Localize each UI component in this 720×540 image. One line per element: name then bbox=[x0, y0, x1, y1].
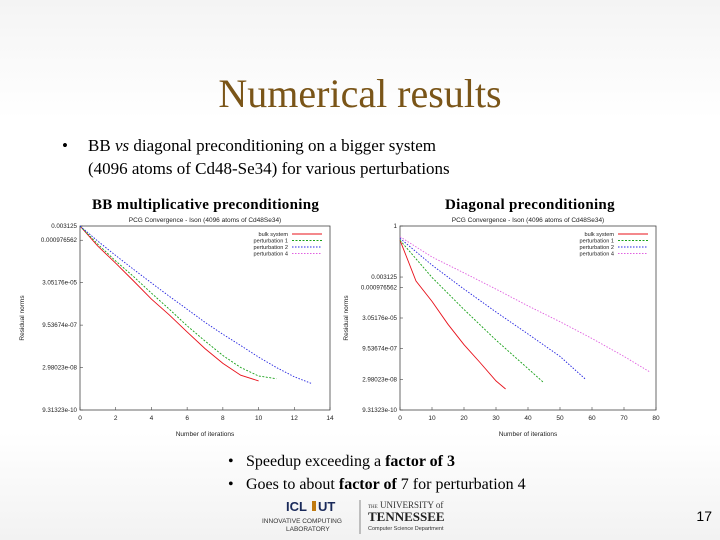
left-convergence-chart bbox=[18, 210, 340, 440]
y-axis-label: Residual norms bbox=[343, 295, 350, 341]
line1-em: vs bbox=[114, 136, 130, 155]
bullet-mark: • bbox=[228, 453, 234, 470]
y-tick-label: 0.003125 bbox=[51, 223, 77, 230]
ut-line1: UNIVERSITY of bbox=[380, 500, 444, 510]
chart-title: PCG Convergence - Ison (4096 atoms of Cd48Se34) bbox=[128, 217, 282, 224]
x-tick-label: 40 bbox=[524, 415, 532, 422]
legend-label: perturbation 2 bbox=[253, 245, 288, 251]
legend-label: perturbation 4 bbox=[579, 251, 614, 258]
series-line bbox=[400, 238, 586, 379]
speedup-bullet bbox=[228, 450, 526, 473]
legend-label: bulk system bbox=[584, 232, 614, 238]
x-tick-label: 20 bbox=[460, 415, 468, 422]
x-tick-label: 80 bbox=[652, 415, 660, 422]
main-bullet-line2: (4096 atoms of Cd48-Se34) for various perturbations bbox=[88, 159, 450, 178]
legend-label: perturbation 4 bbox=[253, 251, 288, 258]
footer-logos bbox=[256, 496, 476, 536]
series-line bbox=[80, 226, 259, 381]
main-bullet-text bbox=[88, 134, 648, 180]
x-tick-label: 10 bbox=[254, 415, 263, 422]
icl-sub1: INNOVATIVE COMPUTING bbox=[262, 518, 342, 525]
icl-logo bbox=[262, 499, 342, 533]
legend-label: bulk system bbox=[258, 232, 288, 238]
line1-post: diagonal preconditioning on a bigger system bbox=[129, 136, 436, 155]
y-tick-label: 0.000976562 bbox=[360, 284, 397, 292]
x-tick-label: 2 bbox=[113, 415, 118, 422]
ut-logo bbox=[368, 500, 445, 532]
bullet-mark: • bbox=[62, 136, 68, 155]
y-tick-label: 9.31323e-10 bbox=[362, 407, 397, 414]
plot-frame bbox=[400, 226, 656, 410]
y-tick-label: 2.98023e-08 bbox=[362, 376, 397, 384]
x-tick-label: 0 bbox=[398, 415, 402, 422]
series-line bbox=[400, 240, 544, 383]
legend-label: perturbation 2 bbox=[579, 245, 614, 251]
factor-pre: Goes to about bbox=[246, 476, 339, 493]
y-axis-label: Residual norms bbox=[19, 295, 26, 341]
line1-pre: BB bbox=[88, 136, 115, 155]
left-chart-heading: BB multiplicative preconditioning bbox=[92, 197, 320, 213]
y-tick-label: 9.53674e-07 bbox=[42, 322, 77, 330]
x-tick-label: 70 bbox=[620, 415, 628, 422]
x-tick-label: 60 bbox=[588, 415, 596, 422]
x-tick-label: 12 bbox=[290, 415, 298, 422]
ut-pre: THE bbox=[368, 505, 378, 510]
right-chart-heading: Diagonal preconditioning bbox=[445, 197, 615, 213]
main-bullet-line1 bbox=[88, 134, 648, 157]
y-tick-label: 2.98023e-08 bbox=[42, 364, 77, 372]
x-tick-label: 6 bbox=[185, 415, 189, 422]
slide-title: Numerical results bbox=[218, 71, 502, 116]
x-tick-label: 8 bbox=[221, 415, 225, 422]
bullet-mark: • bbox=[228, 476, 234, 493]
right-convergence-chart bbox=[342, 210, 664, 440]
legend-label: perturbation 1 bbox=[253, 238, 288, 245]
factor-bullet bbox=[228, 473, 526, 496]
x-axis-label: Number of iterations bbox=[498, 431, 558, 438]
icl-divider bbox=[312, 501, 316, 511]
x-tick-label: 14 bbox=[326, 415, 334, 422]
y-tick-label: 0.003125 bbox=[371, 274, 397, 282]
page-number: 17 bbox=[696, 508, 712, 524]
y-tick-label: 9.53674e-07 bbox=[362, 345, 397, 353]
bottom-bullets bbox=[228, 450, 526, 496]
legend-label: perturbation 1 bbox=[579, 238, 614, 245]
ut-line2: TENNESSEE bbox=[368, 509, 445, 524]
x-tick-label: 4 bbox=[149, 415, 154, 422]
icl-sub2: LABORATORY bbox=[286, 526, 330, 533]
x-tick-label: 50 bbox=[556, 415, 564, 422]
x-tick-label: 10 bbox=[428, 415, 436, 422]
icl-text: ICL bbox=[286, 499, 307, 514]
y-tick-label: 3.05176e-05 bbox=[362, 315, 397, 322]
speedup-bold: factor of 3 bbox=[385, 453, 455, 470]
y-tick-label: 1 bbox=[393, 223, 397, 230]
x-axis-label: Number of iterations bbox=[175, 431, 235, 438]
y-tick-label: 3.05176e-05 bbox=[42, 279, 77, 287]
x-tick-label: 30 bbox=[492, 415, 500, 422]
x-tick-label: 0 bbox=[78, 415, 82, 422]
y-tick-label: 0.000976562 bbox=[40, 237, 77, 245]
ut-sub: Computer Science Department bbox=[368, 526, 444, 532]
series-line bbox=[400, 240, 506, 389]
y-tick-label: 9.31323e-10 bbox=[42, 407, 77, 414]
factor-post: 7 for perturbation 4 bbox=[396, 476, 526, 493]
speedup-pre: Speedup exceeding a bbox=[246, 453, 386, 470]
factor-bold: factor of bbox=[338, 476, 397, 493]
chart-title: PCG Convergence - Ison (4096 atoms of Cd48Se34) bbox=[451, 217, 605, 224]
ut-text: UT bbox=[318, 499, 336, 514]
